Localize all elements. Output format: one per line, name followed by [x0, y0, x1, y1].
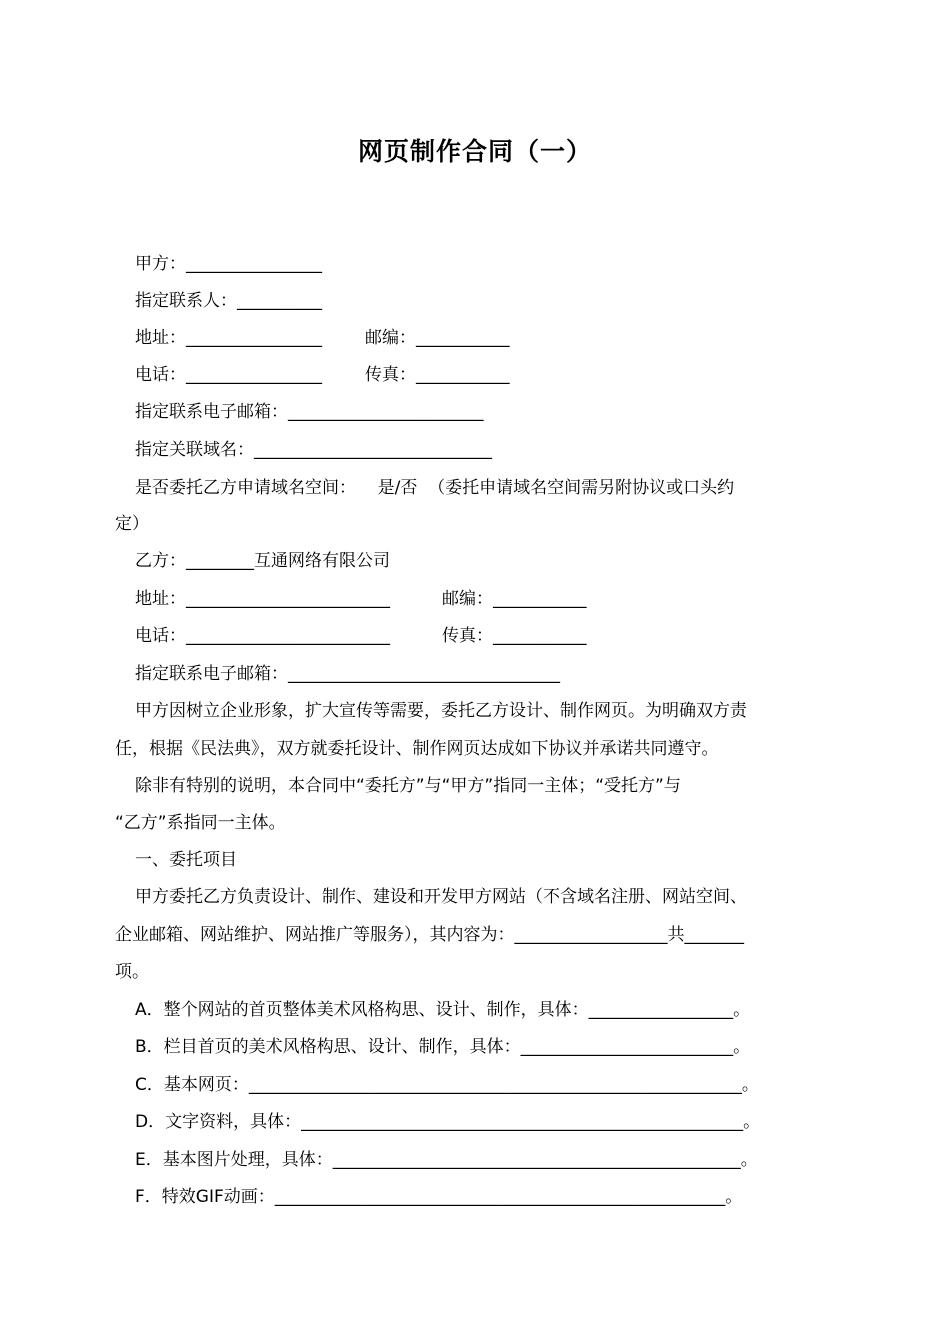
party-b-email: 指定联系电子邮箱：________________________________	[135, 664, 560, 684]
domain-service-line2: 定）	[115, 514, 149, 534]
party-a-email: 指定联系电子邮箱：_______________________	[135, 402, 484, 422]
party-a-phone: 电话：________________	[135, 365, 322, 385]
party-a-domain: 指定关联域名：____________________________	[135, 440, 492, 460]
section-line3: 项。	[115, 962, 149, 982]
party-b-postcode: 邮编：___________	[442, 589, 587, 609]
item-e: E．基本图片处理，具体：________________________________________________。	[135, 1150, 758, 1170]
party-b-fax: 传真：___________	[442, 626, 587, 646]
item-a: A．整个网站的首页整体美术风格构思、设计、制作，具体：_________________。	[135, 1000, 751, 1020]
item-c: C．基本网页：__________________________________________________________。	[135, 1075, 759, 1095]
party-a-contact: 指定联系人：__________	[135, 291, 322, 311]
section-line1: 甲方委托乙方负责设计、制作、建设和开发甲方网站（不含域名注册、网站空间、	[135, 887, 747, 907]
item-f: F．特效GIF动画：_____________________________________________________。	[135, 1187, 743, 1207]
party-b-phone: 电话：________________________	[135, 626, 390, 646]
party-b-address: 地址：________________________	[135, 589, 390, 609]
party-a-name: 甲方：________________	[135, 254, 322, 274]
domain-service-line1: 是否委托乙方申请域名空间： 是/否 （委托申请域名空间需另附协议或口头约	[135, 478, 735, 498]
section-line2: 企业邮箱、网站维护、网站推广等服务），其内容为：__________________共_______	[115, 925, 744, 945]
item-b: B．栏目首页的美术风格构思、设计、制作，具体：_________________________。	[135, 1037, 751, 1057]
page-title: 网页制作合同（一）	[357, 137, 592, 166]
preamble-line2: 任，根据《民法典》，双方就委托设计、制作网页达成如下协议并承诺共同遵守。	[115, 739, 719, 759]
preamble-line1: 甲方因树立企业形象，扩大宣传等需要，委托乙方设计、制作网页。为明确双方责	[135, 701, 747, 721]
party-b-name: 乙方：________互通网络有限公司	[135, 551, 390, 571]
party-a-address: 地址：________________	[135, 328, 322, 348]
preamble-line4: “乙方”系指同一主体。	[115, 813, 286, 833]
preamble-line3: 除非有特别的说明，本合同中“委托方”与“甲方”指同一主体；“受托方”与	[135, 776, 681, 796]
section-heading: 一、委托项目	[135, 850, 237, 870]
party-a-fax: 传真：___________	[365, 365, 510, 385]
item-d: D．文字资料，具体：____________________________________________________。	[135, 1112, 761, 1132]
party-a-postcode: 邮编：___________	[365, 328, 510, 348]
